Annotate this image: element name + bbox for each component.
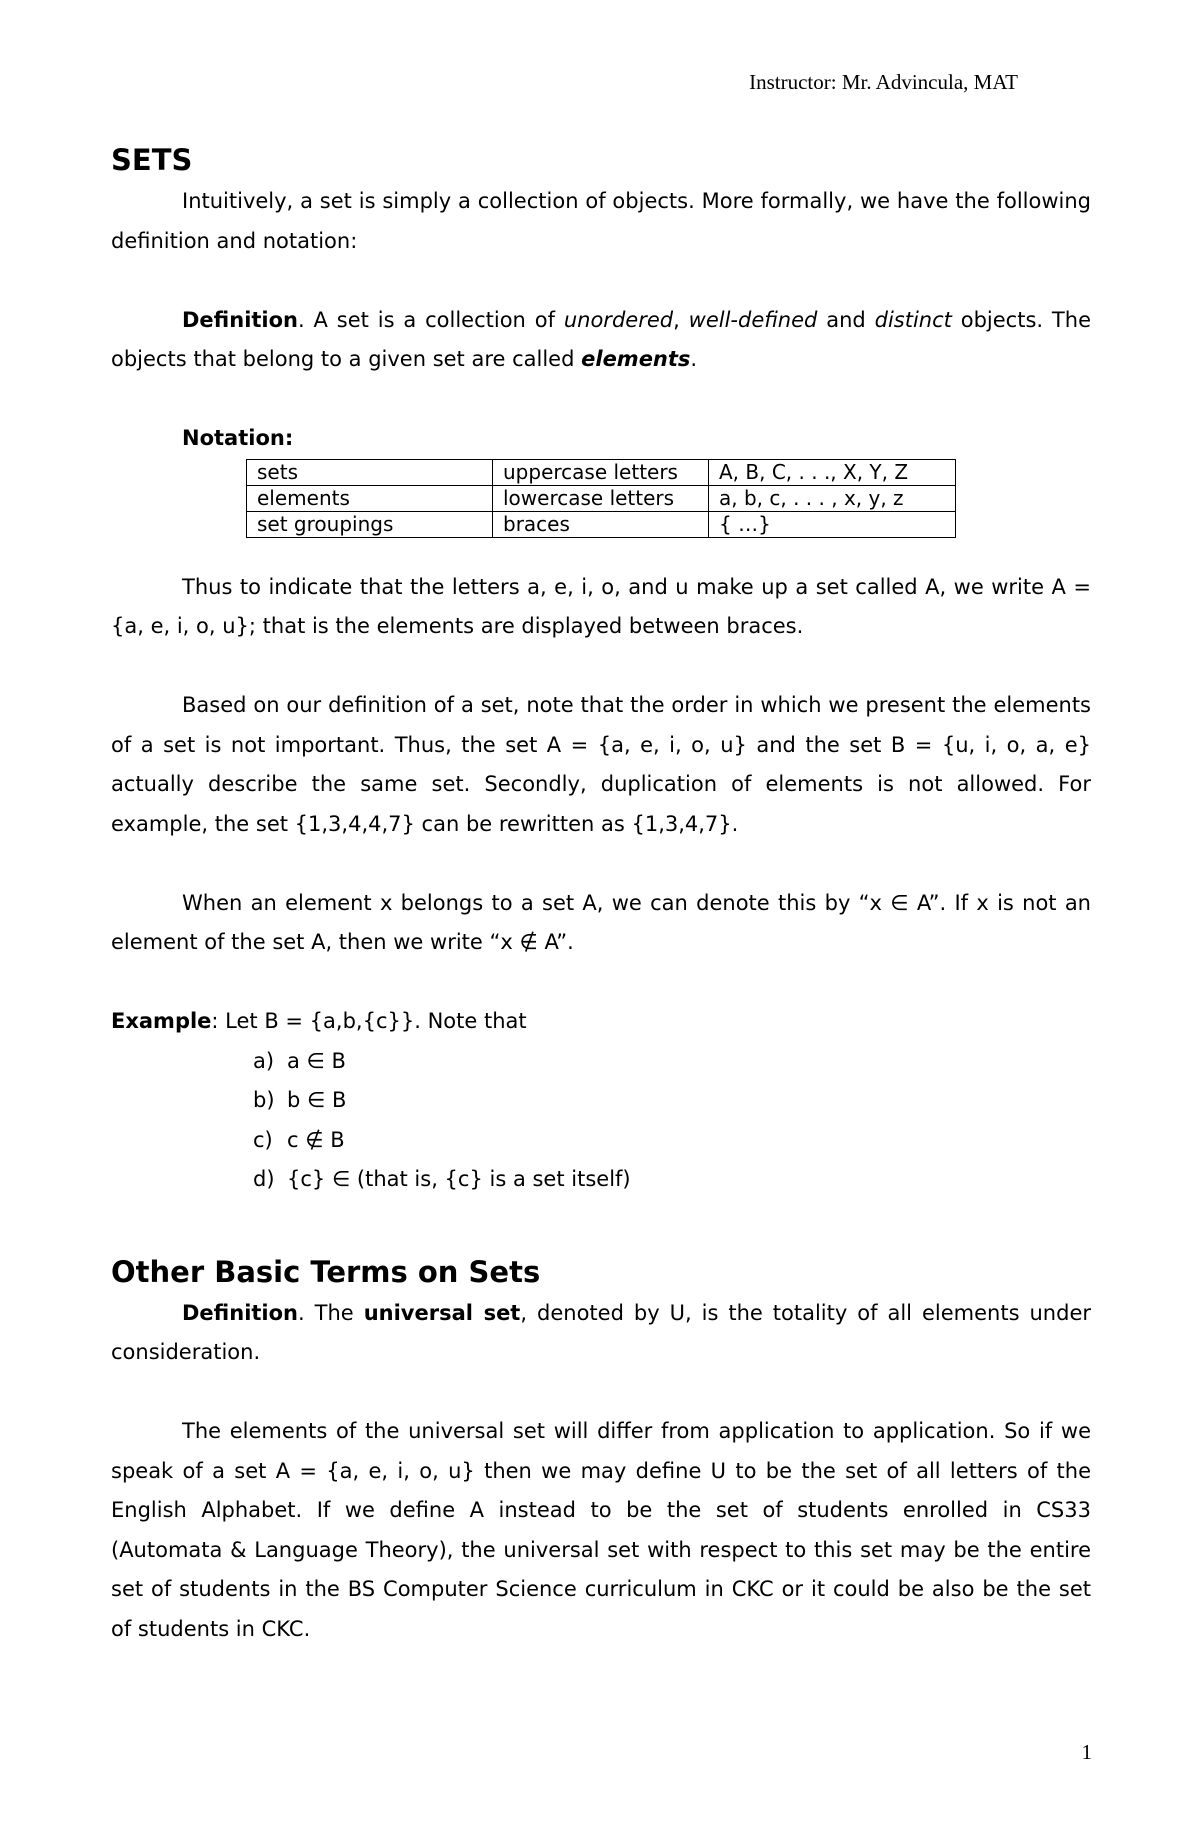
list-item-label: d): [253, 1167, 275, 1191]
definition-text: . A set is a collection of: [298, 307, 564, 332]
example-label: Example: [111, 1009, 212, 1033]
table-row: [247, 459, 956, 485]
definition-text: , denoted by U, is the totality of all elements under consideration.: [111, 1300, 1091, 1364]
term-distinct: distinct: [874, 307, 952, 332]
table-cell: { …}: [709, 511, 956, 537]
page-number: 1: [1081, 1740, 1092, 1764]
list-item: [253, 1160, 1091, 1200]
example-paragraph: [111, 1002, 1091, 1042]
table-cell: braces: [493, 511, 709, 537]
definition-label: Definition: [182, 307, 299, 332]
example-list: [111, 1042, 1091, 1200]
list-item: [253, 1121, 1091, 1161]
definition-text: ,: [673, 307, 689, 332]
definition-text: and: [817, 307, 875, 332]
list-item-text: a ∈ B: [287, 1048, 346, 1073]
definition-text: objects. The objects that belong to a given set are called: [111, 307, 1091, 371]
page-content: [111, 138, 1091, 1649]
table-cell: A, B, C, . . ., X, Y, Z: [709, 459, 956, 485]
table-cell: a, b, c, . . . , x, y, z: [709, 485, 956, 511]
page-header: Instructor: Mr. Advincula, MAT: [749, 70, 1018, 94]
list-item-text: {c} ∈ (that is, {c} is a set itself): [287, 1167, 631, 1191]
table-row: [247, 485, 956, 511]
table-cell: sets: [247, 459, 493, 485]
table-cell: elements: [247, 485, 493, 511]
table-row: [247, 511, 956, 537]
list-item-text: b ∈ B: [287, 1088, 347, 1112]
paragraph-membership: When an element x belongs to a set A, we can denote this by “x ∈ A”. If x is not an element of the set A, then we write “x ∉ A”.: [111, 890, 1091, 954]
example-intro: : Let B = {a,b,{c}}. Note that: [211, 1009, 527, 1033]
term-elements: elements: [581, 347, 691, 371]
paragraph-based: Based on our definition of a set, note that the order in which we present the elements of a set is not important. Thus, the set A = {a, e, i, o, u} and the set B = {u, i, o, a, e} actually describe the same set. Secondly, duplication of elements is not allowed. For example, the set {1,3,4,4,7} can be rewritten as {1,3,4,7}.: [111, 693, 1091, 836]
list-item-text: c ∉ B: [287, 1127, 345, 1152]
table-cell: set groupings: [247, 511, 493, 537]
term-universal-set: universal set: [363, 1300, 521, 1325]
notation-table: [246, 459, 956, 538]
section-title-sets: SETS: [111, 143, 193, 177]
definition-text: .: [690, 347, 698, 371]
intro-paragraph: Intuitively, a set is simply a collection of objects. More formally, we have the following definition and notation:: [111, 189, 1091, 253]
list-item-label: c): [253, 1127, 273, 1152]
notation-label: Notation:: [182, 426, 294, 450]
definition-paragraph: [111, 301, 1091, 380]
universal-set-definition: [111, 1294, 1091, 1373]
section-title-other-terms: Other Basic Terms on Sets: [111, 1254, 541, 1289]
paragraph-universal-elements: The elements of the universal set will differ from application to application. So if we speak of a set A = {a, e, i, o, u} then we may define U to be the set of all letters of the English Alphabet. If we define A instead to be the set of students enrolled in CS33 (Automata & Language Theory), the universal set with respect to this set may be the entire set of students in the BS Computer Science curriculum in CKC or it could be also be the set of students in CKC.: [111, 1419, 1091, 1641]
list-item: [253, 1081, 1091, 1121]
definition-text: . The: [298, 1300, 364, 1325]
table-cell: lowercase letters: [493, 485, 709, 511]
list-item-label: b): [253, 1088, 275, 1112]
term-unordered: unordered: [563, 307, 674, 332]
term-well-defined: well-defined: [688, 307, 818, 332]
list-item: [253, 1042, 1091, 1082]
paragraph-thus: Thus to indicate that the letters a, e, i, o, and u make up a set called A, we write A = {a, e, i, o, u}; that is the elements are displayed between braces.: [111, 574, 1091, 638]
list-item-label: a): [253, 1048, 275, 1073]
table-cell: uppercase letters: [493, 459, 709, 485]
definition-label: Definition: [182, 1300, 299, 1325]
